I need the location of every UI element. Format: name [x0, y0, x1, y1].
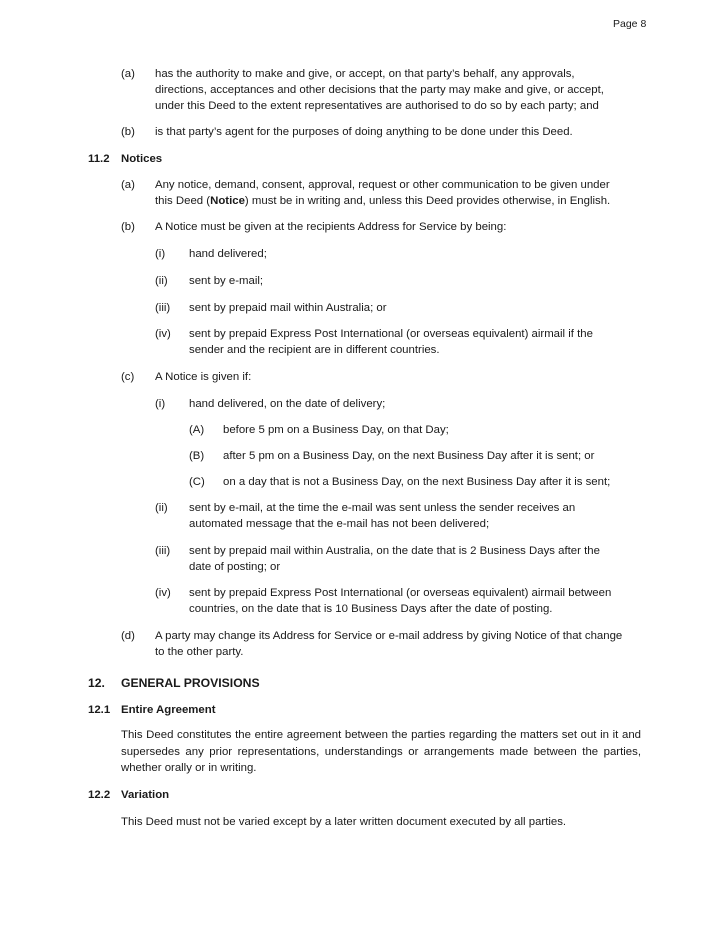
item-line: directions, acceptances and other decisions that the party may make and give, or accept,	[155, 84, 604, 96]
subsub-item-label: (B)	[189, 450, 205, 462]
sub-item-line: sent by e-mail;	[189, 275, 264, 287]
item-line: has the authority to make and give, or accept, on that party’s behalf, any approvals,	[155, 68, 575, 80]
sub-item-label: (iv)	[155, 587, 171, 599]
item-label: (b)	[121, 126, 135, 138]
section-title: Notices	[121, 153, 163, 165]
sub-item-label: (iii)	[155, 545, 171, 557]
item-line: under this Deed to the extent representatives are authorised to do so by each party; and	[155, 100, 599, 112]
sub-item-label: (i)	[155, 248, 166, 260]
item-line: A party may change its Address for Service or e-mail address by giving Notice of that change	[155, 630, 623, 642]
item-label: (c)	[121, 371, 135, 383]
item-line: to the other party.	[155, 646, 244, 658]
sub-item-line: sent by e-mail, at the time the e-mail was sent unless the sender receives an	[189, 502, 576, 514]
sub-item-line: hand delivered, on the date of delivery;	[189, 398, 386, 410]
clause-title: GENERAL PROVISIONS	[121, 676, 260, 690]
item-line	[155, 193, 610, 209]
sub-item-line: date of posting; or	[189, 561, 281, 573]
entire-agreement-text: This Deed constitutes the entire agreement between the parties regarding the matters set out in it and supersedes any prior representations, understandings or arrangements made between the parties, whether orally or in writing.	[121, 729, 641, 774]
sub-item-label: (ii)	[155, 275, 168, 287]
sub-item-label: (iii)	[155, 302, 171, 314]
sub-item-line: automated message that the e-mail has not been delivered;	[189, 518, 490, 530]
item-label: (a)	[121, 179, 135, 191]
item-label: (b)	[121, 221, 135, 233]
section-title: Variation	[121, 789, 170, 801]
section-title: Entire Agreement	[121, 704, 216, 716]
sub-item-label: (i)	[155, 398, 166, 410]
subsub-item-line: before 5 pm on a Business Day, on that Day;	[223, 424, 449, 436]
sub-item-line: sender and the recipient are in different countries.	[189, 344, 440, 356]
sub-item-label: (ii)	[155, 502, 168, 514]
item-label: (d)	[121, 630, 135, 642]
text-fragment: this Deed (	[155, 195, 211, 207]
defined-term: Notice	[210, 195, 245, 207]
section-number: 12.2	[88, 789, 111, 801]
item-label: (a)	[121, 68, 135, 80]
item-line: Any notice, demand, consent, approval, request or other communication to be given under	[155, 179, 610, 191]
item-line: A Notice must be given at the recipients Address for Service by being:	[155, 221, 507, 233]
subsub-item-label: (A)	[189, 424, 205, 436]
sub-item-line: hand delivered;	[189, 248, 267, 260]
sub-item-line: sent by prepaid mail within Australia; or	[189, 302, 387, 314]
item-line: A Notice is given if:	[155, 371, 252, 383]
clause-number: 12.	[88, 676, 105, 690]
subsub-item-line: after 5 pm on a Business Day, on the next Business Day after it is sent; or	[223, 450, 595, 462]
text-fragment: ) must be in writing and, unless this Deed provides otherwise, in English.	[244, 195, 611, 207]
item-line: is that party’s agent for the purposes of doing anything to be done under this Deed.	[155, 126, 573, 138]
sub-item-label: (iv)	[155, 328, 171, 340]
sub-item-line: sent by prepaid mail within Australia, on the date that is 2 Business Days after the	[189, 545, 600, 557]
section-number: 11.2	[88, 153, 110, 165]
page-number: Page 8	[613, 18, 647, 30]
section-number: 12.1	[88, 704, 111, 716]
sub-item-line: countries, on the date that is 10 Business Days after the date of posting.	[189, 603, 553, 615]
sub-item-line: sent by prepaid Express Post International (or overseas equivalent) airmail if the	[189, 328, 593, 340]
subsub-item-line: on a day that is not a Business Day, on the next Business Day after it is sent;	[223, 476, 611, 488]
variation-text: This Deed must not be varied except by a later written document executed by all parties.	[121, 816, 567, 828]
sub-item-line: sent by prepaid Express Post International (or overseas equivalent) airmail between	[189, 587, 612, 599]
subsub-item-label: (C)	[189, 476, 205, 488]
